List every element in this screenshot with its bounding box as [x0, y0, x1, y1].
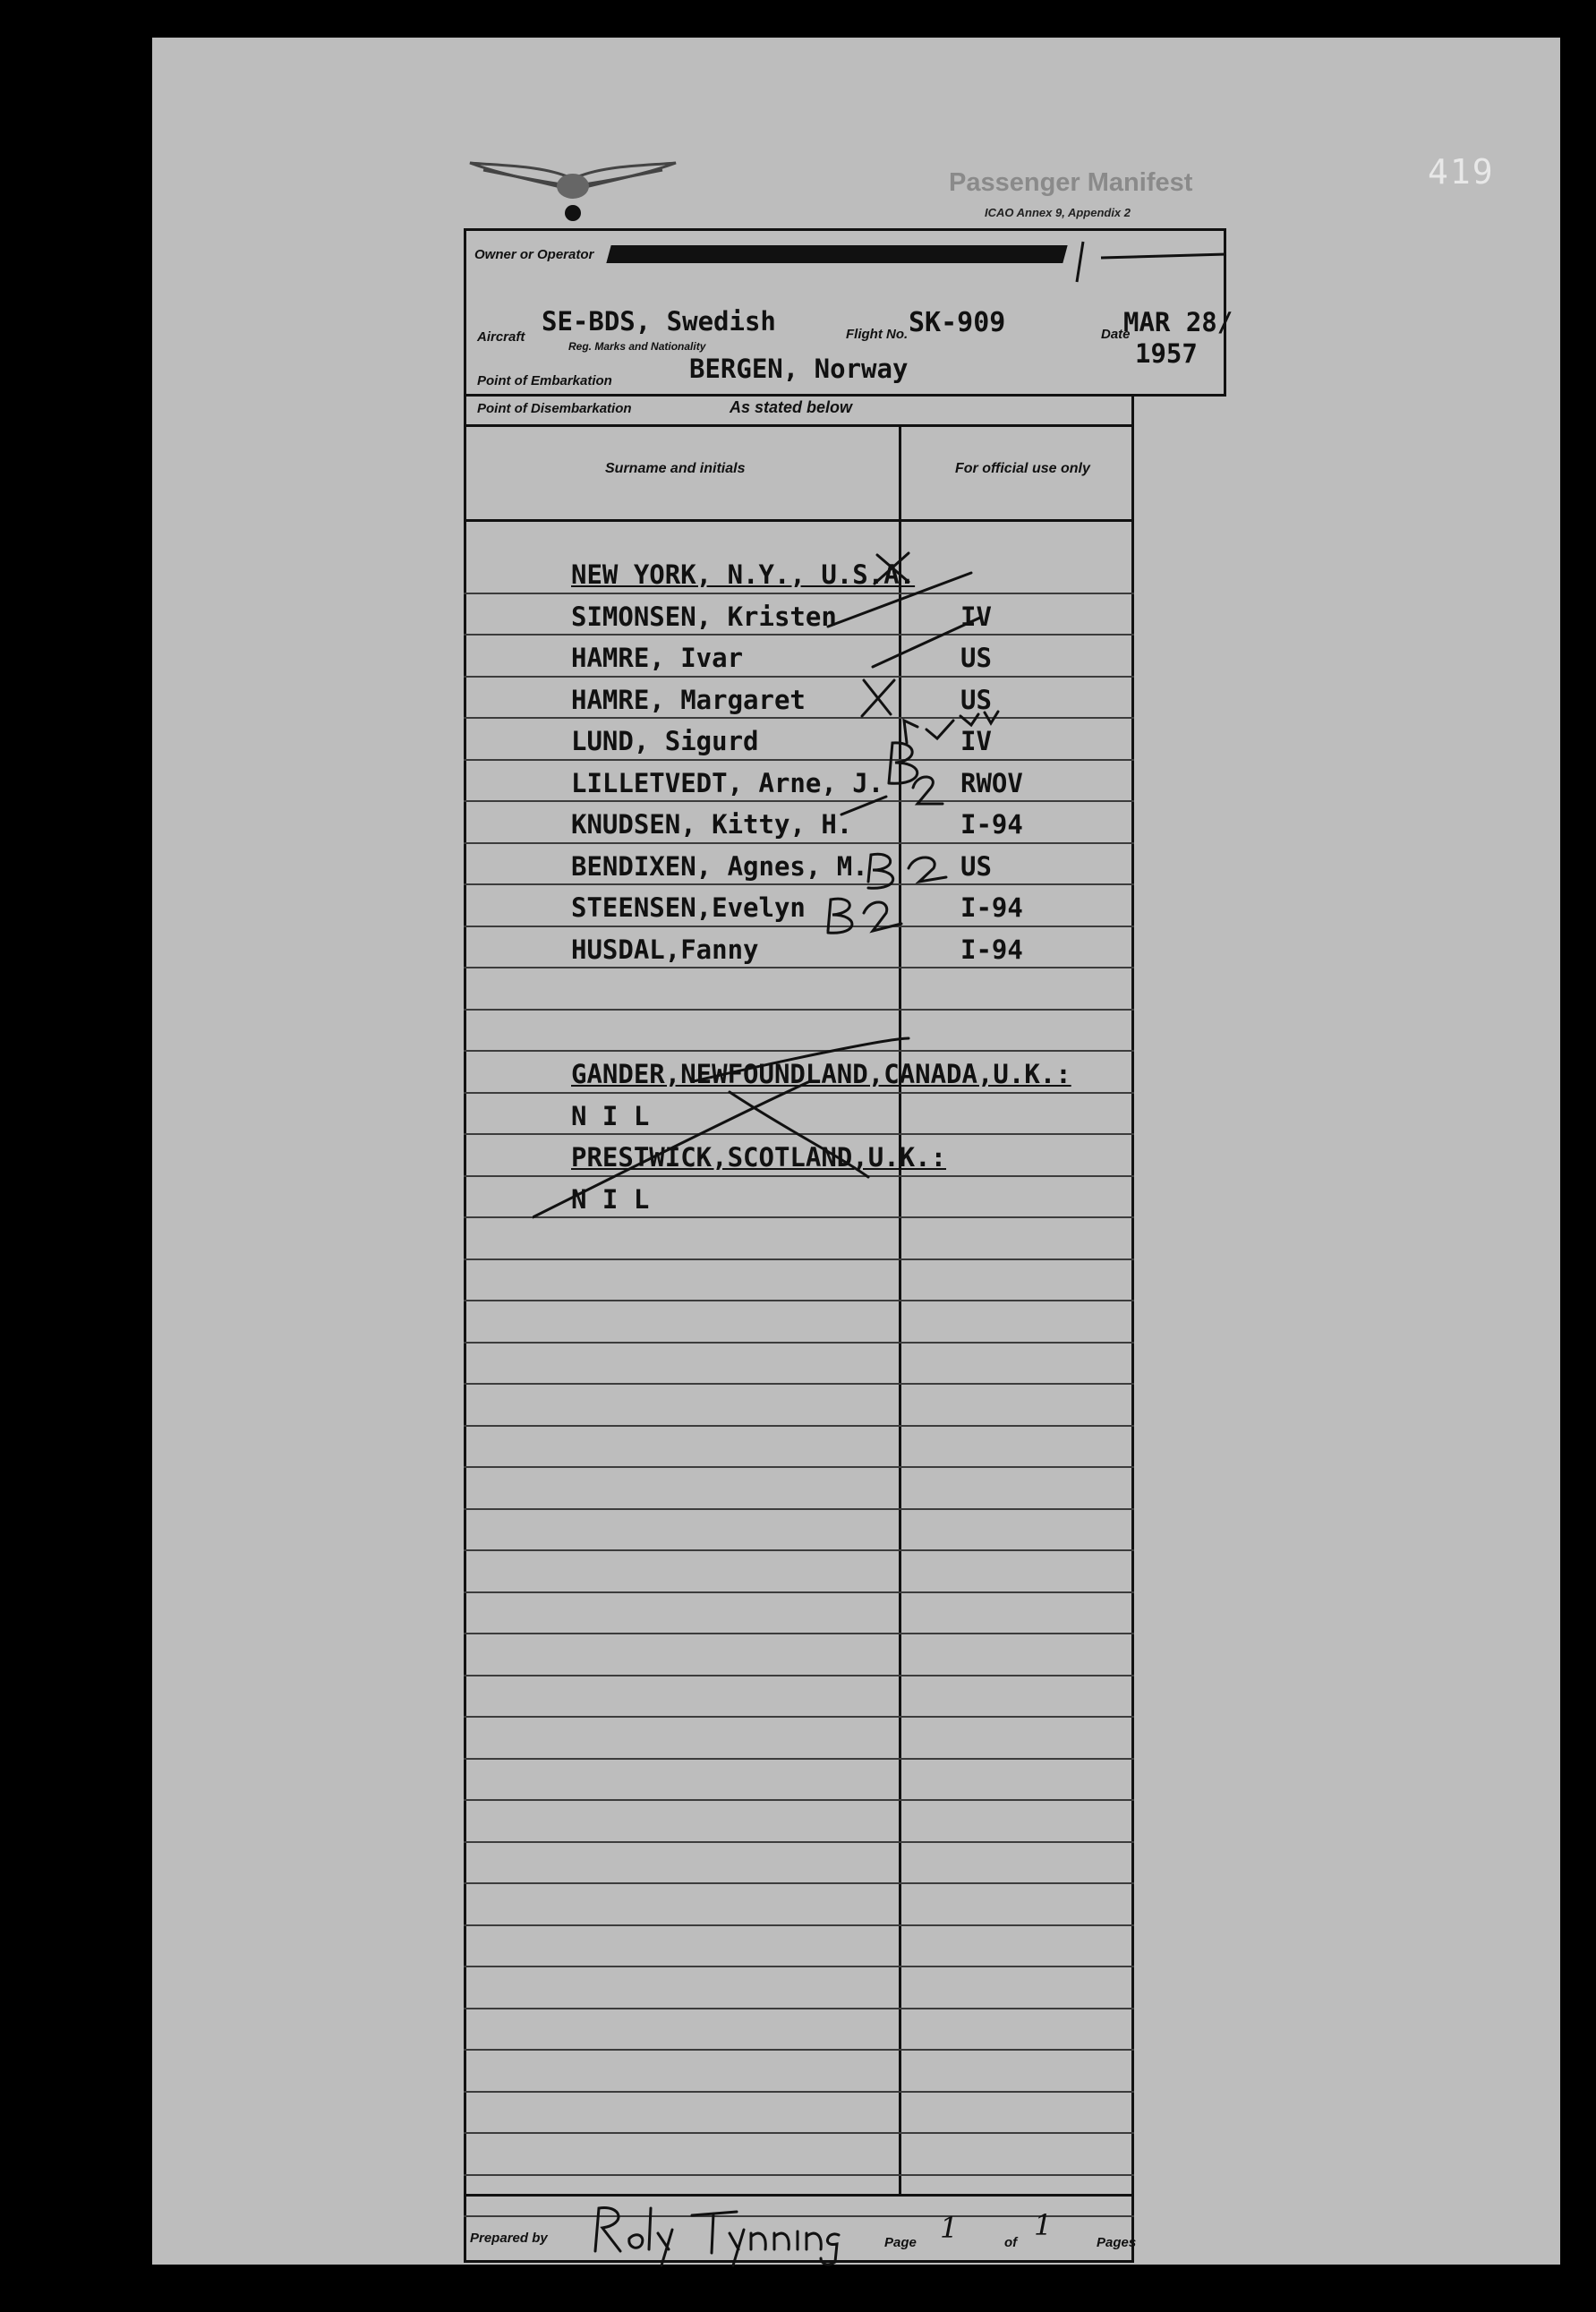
passenger-name: HAMRE, Margaret [571, 684, 806, 715]
date-label: Date [1101, 327, 1131, 342]
row-rule [464, 1966, 1134, 1967]
row-rule [464, 2091, 1134, 2093]
date-value-line2: 1957 [1135, 338, 1198, 369]
row-rule [464, 1342, 1134, 1344]
disembarkation-label: Point of Disembarkation [477, 401, 632, 416]
row-rule [464, 2008, 1134, 2009]
footer-rule [464, 2260, 1134, 2263]
page-value: 1 [940, 2211, 959, 2245]
passenger-name: BENDIXEN, Agnes, M. [571, 850, 868, 882]
official-use-code: I-94 [960, 892, 1023, 923]
destination-heading: PRESTWICK,SCOTLAND,U.K.: [571, 1142, 947, 1173]
aircraft-value: SE-BDS, Swedish [542, 306, 776, 337]
flight-no-label: Flight No. [846, 327, 909, 342]
disembarkation-value: As stated below [730, 398, 853, 416]
row-rule [464, 2174, 1134, 2176]
wing-logo-icon [465, 143, 680, 224]
row-rule [464, 1799, 1134, 1801]
official-use-code: US [960, 850, 992, 882]
owner-label: Owner or Operator [474, 247, 594, 262]
row-rule [464, 1508, 1134, 1510]
row-rule [464, 1425, 1134, 1427]
official-use-code: IV [960, 601, 992, 632]
official-use-code: US [960, 684, 992, 715]
pages-label: Pages [1097, 2235, 1137, 2250]
prepared-by-label: Prepared by [470, 2231, 548, 2246]
owner-mark-icon [1070, 233, 1231, 286]
flight-no-value: SK-909 [909, 307, 1006, 338]
row-rule [464, 1591, 1134, 1593]
form-subtitle: ICAO Annex 9, Appendix 2 [985, 206, 1131, 219]
embarkation-label: Point of Embarkation [477, 373, 612, 388]
form-title: Passenger Manifest [949, 168, 1193, 197]
row-rule [464, 1841, 1134, 1843]
row-rule [464, 1758, 1134, 1760]
passenger-name: N I L [571, 1100, 650, 1131]
passenger-name: LILLETVEDT, Arne, J. [571, 767, 884, 798]
row-rule [464, 2049, 1134, 2051]
embarkation-value: BERGEN, Norway [689, 354, 909, 384]
header-right-rule [1130, 394, 1226, 397]
aircraft-label: Aircraft [477, 329, 525, 345]
row-rule [464, 2132, 1134, 2134]
destination-heading: NEW YORK, N.Y., U.S.A. [571, 559, 916, 590]
row-rule [464, 1716, 1134, 1718]
owner-redacted [606, 245, 1067, 263]
passenger-name: SIMONSEN, Kristen [571, 601, 837, 632]
official-use-code: I-94 [960, 809, 1023, 840]
official-column-header: For official use only [955, 461, 1090, 476]
row-rule [464, 1675, 1134, 1676]
official-use-code: RWOV [960, 767, 1023, 798]
table-bottom-rule [464, 2194, 1134, 2197]
of-label: of [1004, 2235, 1018, 2250]
row-rule [464, 1383, 1134, 1385]
header-top-rule [464, 228, 1226, 231]
passenger-name: KNUDSEN, Kitty, H. [571, 809, 853, 840]
passenger-name: LUND, Sigurd [571, 726, 759, 756]
destination-heading: GANDER,NEWFOUNDLAND,CANADA,U.K.: [571, 1059, 1071, 1089]
prepared-by-signature [586, 2197, 841, 2269]
row-rule [464, 1258, 1134, 1260]
passenger-name: STEENSEN,Evelyn [571, 892, 806, 923]
official-use-code: US [960, 643, 992, 673]
passenger-name: HUSDAL,Fanny [571, 934, 759, 965]
table-top-rule [464, 424, 1134, 427]
of-value: 1 [1034, 2208, 1053, 2242]
official-use-code: I-94 [960, 934, 1023, 965]
page-number: 419 [1428, 152, 1495, 192]
handwritten-marks [533, 537, 1141, 1235]
surname-column-header: Surname and initials [605, 461, 746, 476]
row-rule [464, 1882, 1134, 1884]
reg-marks-label: Reg. Marks and Nationality [568, 340, 706, 353]
official-use-code: IV [960, 726, 992, 756]
row-rule [464, 1924, 1134, 1926]
passenger-name: HAMRE, Ivar [571, 643, 744, 673]
row-rule [464, 1300, 1134, 1301]
column-header-rule [464, 519, 1134, 522]
page-label: Page [884, 2235, 917, 2250]
row-rule [464, 1549, 1134, 1551]
date-value-line1: MAR 28/ [1123, 307, 1233, 337]
row-rule [464, 1633, 1134, 1634]
passenger-name: N I L [571, 1183, 650, 1215]
row-rule [464, 1466, 1134, 1468]
